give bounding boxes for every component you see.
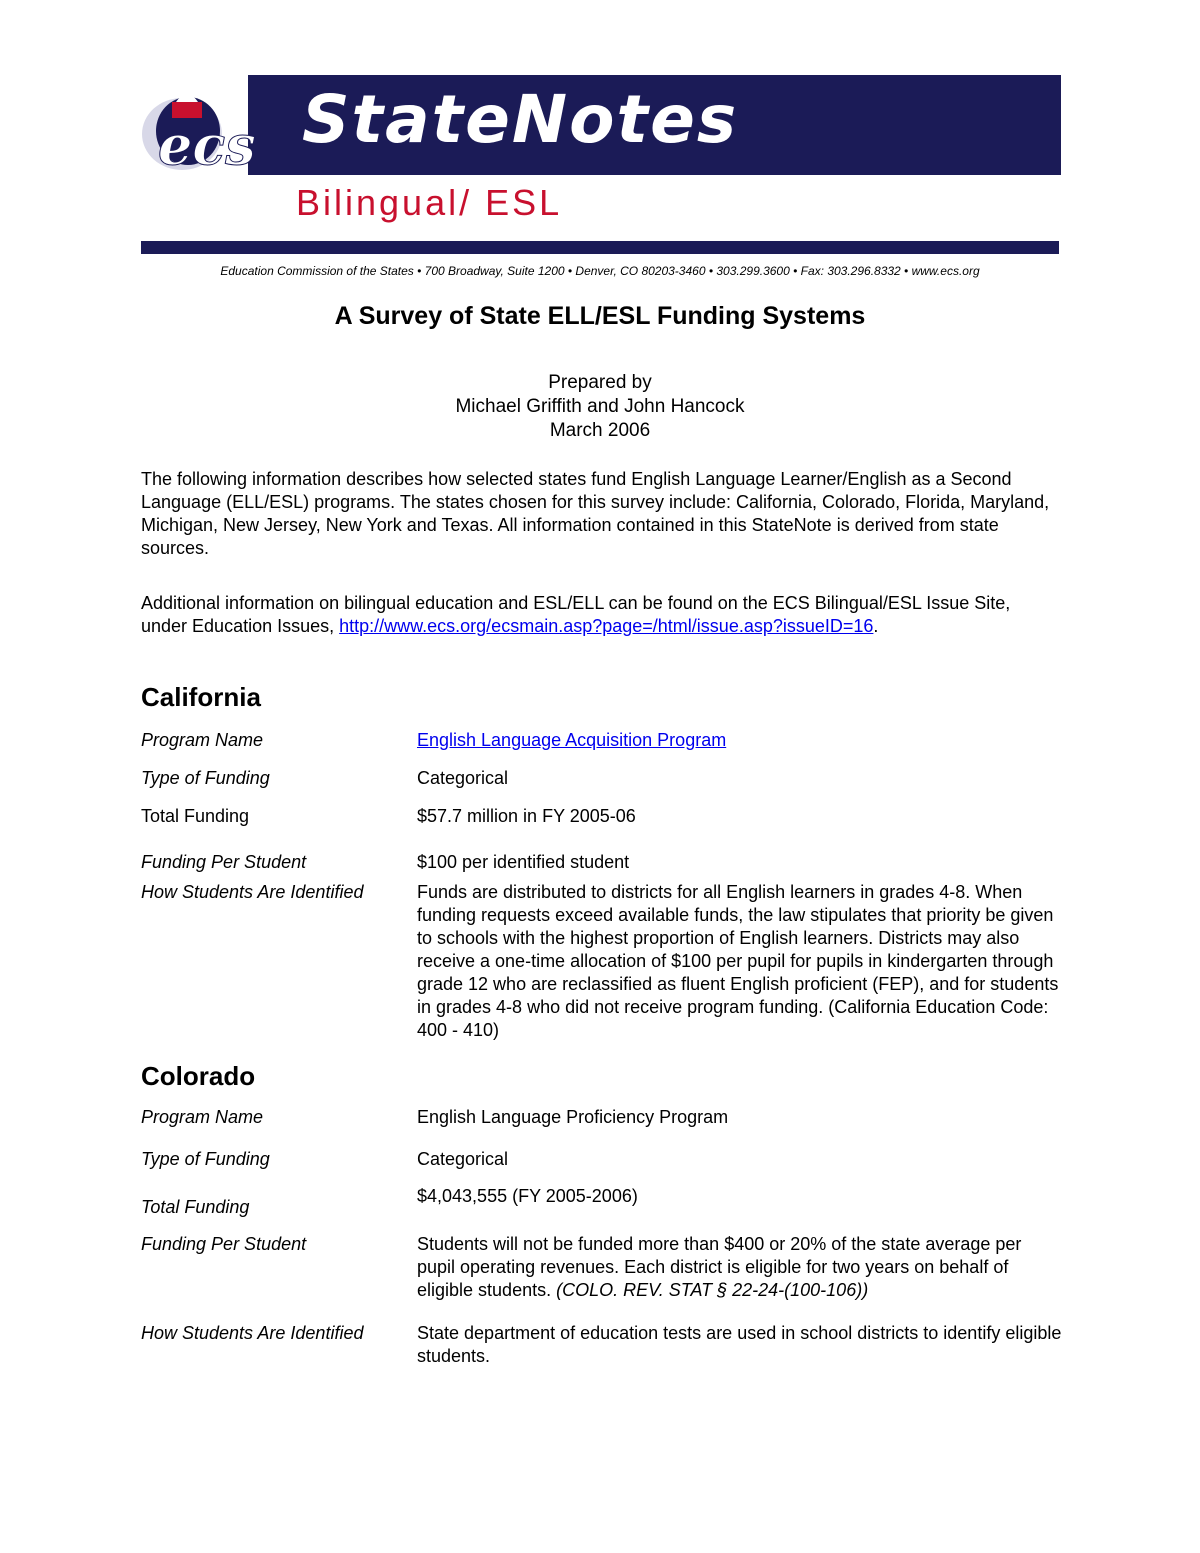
intro-paragraph: The following information describes how selected states fund English Language Learner/English as a Second Language (ELL/ESL) programs. The states chosen for this survey include: California, Colorado, Florida, Maryland, Michigan, New Jersey, New York and Texas. All information contained in this StateNote is derived from state sources. bbox=[141, 469, 1050, 558]
header-rule bbox=[141, 241, 1059, 254]
logo-text: ecs bbox=[158, 113, 256, 176]
authors: Michael Griffith and John Hancock bbox=[455, 396, 745, 417]
ca-type-value: Categorical bbox=[417, 768, 509, 788]
subtitle: Bilingual/ ESL bbox=[296, 182, 563, 223]
document-title: A Survey of State ELL/ESL Funding Systems bbox=[334, 302, 866, 330]
co-identified-value: State department of education tests are used in school districts to identify eligible students. bbox=[417, 1323, 1062, 1366]
brand-title: StateNotes bbox=[302, 81, 739, 158]
address-line: Education Commission of the States • 700 Broadway, Suite 1200 • Denver, CO 80203-3460 • 303.299.3600 • Fax: 303.296.8332 • www.ecs.org bbox=[220, 264, 980, 278]
ca-total-value: $57.7 million in FY 2005-06 bbox=[417, 806, 636, 826]
prepared-block bbox=[0, 371, 1200, 443]
ca-program-link[interactable]: English Language Acquisition Program bbox=[417, 730, 727, 750]
additional-paragraph bbox=[141, 592, 1061, 638]
co-per-student-value bbox=[417, 1233, 1062, 1302]
additional-text: Additional information on bilingual education and ESL/ELL can be found on the ECS Bilingual/ESL Issue Site, under Education Issues, bbox=[141, 593, 1011, 636]
co-per-student-text: Students will not be funded more than $400 or 20% of the state average per pupil operating revenues. Each district is eligible for two years on behalf of eligible students. bbox=[417, 1234, 1022, 1300]
ca-identified-value: Funds are distributed to districts for all English learners in grades 4-8. When funding requests exceed available funds, the law stipulates that priority be given to schools with the highest proportion of English learners. Districts may also receive a one-time allocation of $100 per pupil for pupils in kindergarten through grade 12 who are reclassified as fluent English proficient (FEP), and for students in grades 4-8 who did not receive program funding. (California Education Code: 400 - 410) bbox=[417, 882, 1059, 1040]
issue-site-link[interactable]: http://www.ecs.org/ecsmain.asp?page=/html/issue.asp?issueID=16 bbox=[339, 616, 874, 636]
ca-label-identified: How Students Are Identified bbox=[141, 882, 364, 902]
additional-end: . bbox=[873, 616, 879, 636]
co-label-per-student: Funding Per Student bbox=[141, 1234, 307, 1254]
co-label-program: Program Name bbox=[141, 1107, 264, 1127]
colorado-heading: Colorado bbox=[141, 1061, 256, 1091]
california-heading: California bbox=[141, 682, 261, 712]
co-label-identified: How Students Are Identified bbox=[141, 1323, 364, 1343]
prepared-by: Prepared by bbox=[548, 372, 652, 393]
ecs-logo-icon bbox=[138, 76, 288, 176]
co-statute-citation: (COLO. REV. STAT § 22-24-(100-106)) bbox=[556, 1280, 869, 1300]
ca-label-total: Total Funding bbox=[141, 806, 250, 826]
ca-label-program: Program Name bbox=[141, 730, 264, 750]
ca-per-student-value: $100 per identified student bbox=[417, 852, 630, 872]
ca-label-per-student: Funding Per Student bbox=[141, 852, 307, 872]
co-label-total: Total Funding bbox=[141, 1197, 250, 1217]
co-program-value: English Language Proficiency Program bbox=[417, 1107, 729, 1127]
co-type-value: Categorical bbox=[417, 1149, 509, 1169]
ca-label-type: Type of Funding bbox=[141, 768, 270, 788]
ca-program-value bbox=[417, 729, 1062, 752]
co-total-value: $4,043,555 (FY 2005-2006) bbox=[417, 1186, 638, 1206]
co-label-type: Type of Funding bbox=[141, 1149, 270, 1169]
date: March 2006 bbox=[549, 420, 651, 441]
